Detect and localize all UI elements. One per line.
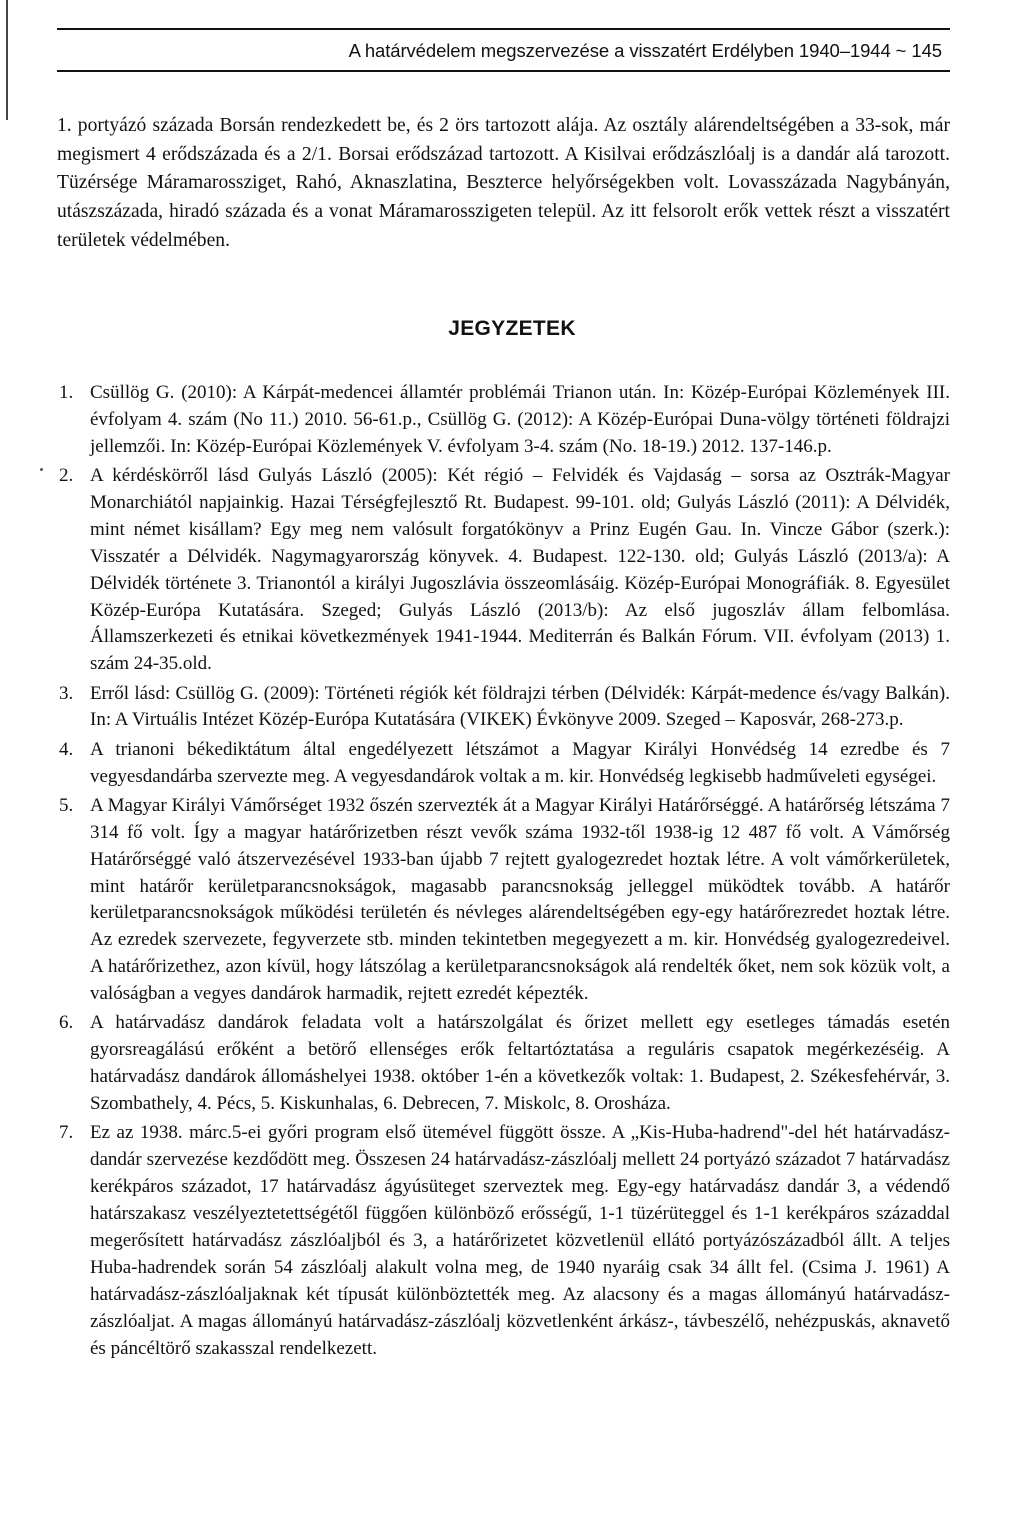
note-text: Erről lásd: Csüllög G. (2009): Történeti régiók két földrajzi térben (Délvidék: Kárpát-medence és/vagy Balkán). In: A Virtuális Intézet Közép-Európa Kutatására (VIKEK) Évkönyve 2009. Szeged – Kaposvár, 268-273.p. — [90, 682, 950, 731]
running-header — [57, 28, 950, 72]
note-text: A Magyar Királyi Vámőrséget 1932 őszén szervezték át a Magyar Királyi Határőrséggé. A határőrség létszáma 7 314 fő volt. Így a magyar határőrizetben részt vevők száma 1932-től 1938-ig 12 487 fő volt. A Vámőrség Határőrséggé való átszervezésével 1933-ban újabb 7 rejtett gyalogezredet hoztak létre. A volt vámőrkerületek, mint határőr kerületparancsnokságok, magasabb parancsnokság jelleggel müködtek tovább. A határőr kerületparancsnokságok működési területén és névleges alárendeltségében egy-egy határőrezredet hoztak létre. Az ezredek szervezete, fegyverzete stb. minden tekintetben megegyezett a m. kir. Honvédség gyalogezredeivel. A határőrizethez, azon kívül, hogy látszólag a kerületparancsnokságok alá rendelték őket, nem sok közük volt, a valóságban a vegyes dandárok harmadik, rejtett ezredét képezték. — [90, 794, 950, 1005]
note-number: 4. — [59, 738, 74, 760]
note-number: 2. — [59, 465, 74, 487]
notes-list — [57, 380, 950, 1365]
note-text: A trianoni békediktátum által engedélyezett létszámot a Magyar Királyi Honvédség 14 ezredbe és 7 vegyesdandárba szervezte meg. A vegyesdandárok voltak a m. kir. Honvédség legkisebb hadműveleti egységei. — [90, 738, 950, 787]
notes-heading: JEGYZETEK — [448, 317, 576, 340]
note-item — [57, 1010, 950, 1118]
note-number: 6. — [59, 1012, 74, 1034]
body-paragraph: 1. portyázó százada Borsán rendezkedett be, és 2 örs tartozott alája. Az osztály alárendeltségében a 33-sok, már megismert 4 erődszázada és a 2/1. Borsai erődszázad tartozott. A Kisilvai erődzászlóalj is a dandár alá tarozott. Tüzérsége Máramarossziget, Rahó, Aknaszlatina, Beszterce helyőrségekben volt. Lovasszázada Nagybányán, utászszázada, hiradó százada és a vonat Máramarosszigeten települ. Az itt felsorolt erők vettek részt a visszatért területek védelmében. — [57, 115, 950, 251]
note-number: 3. — [59, 682, 74, 704]
note-number: 1. — [59, 382, 74, 403]
note-item — [57, 793, 950, 1008]
note-item — [57, 380, 950, 461]
note-text: A kérdéskörről lásd Gulyás László (2005): Két régió – Felvidék és Vajdaság – sorsa az Osztrák-Magyar Monarchiától napjainkig. Hazai Térségfejlesztő Rt. Budapest. 99-101. old; Gulyás László (2011): A Délvidék, mint német kisállam? Egy meg nem valósult forgatókönyv a Prinz Eugén Gau. In. Vincze Gábor (szerk.): Visszatér a Délvidék. Nagymagyarország könyvek. 4. Budapest. 122-130. old; Gulyás László (2013/a): A Délvidék története 3. Trianontól a királyi Jugoszlávia összeomlásáig. Közép-Európai Monográfiák. 8. Egyesület Közép-Európa Kutatására. Szeged; Gulyás László (2013/b): Az első jugoszláv állam felbomlása. Államszerkezeti és etnikai következmények 1941-1944. Mediterrán és Balkán Fórum. VII. évfolyam (2013) 1. szám 24-35.old. — [90, 465, 950, 675]
note-item — [57, 1120, 950, 1362]
note-text: Ez az 1938. márc.5-ei győri program első ütemével függött össze. A „Kis-Huba-hadrend"-del hét határvadász-dandár szervezése kezdődött meg. Összesen 24 határvadász-zászlóalj mellett 24 portyázó századot 7 határvadász kerékpáros századot, 17 határvadász ágyúsüteget szerveztek meg. Egy-egy határvadász dandár 3, a védendő határszakasz veszélyeztetettségétől függően különböző erősségű, 1-1 tüzérüteggel és 1-1 kerékpáros századdal megerősített határvadász zászlóaljból és 3, a határőrizetet közvetlenül ellátó portyázószázadból állt. A teljes Huba-hadrendek során 54 zászlóalj alakult volna meg, de 1940 nyaráig csak 34 állt fel. (Csima J. 1961) A határvadász-zászlóaljaknak két típusát különböztették meg. Az alacsony és a magas állományú határvadász-zászlóaljat. A magas állományú határvadász-zászlóalj közvetlenként árkász-, távbeszélő, nehézpuskás, aknavető és páncéltörő szakasszal rendelkezett. — [90, 1122, 950, 1359]
note-item — [57, 681, 950, 735]
note-item — [57, 463, 950, 678]
stray-dot-mark — [40, 468, 43, 471]
note-text: Csüllög G. (2010): A Kárpát-medencei államtér problémái Trianon után. In: Közép-Európai Közlemények III. évfolyam 4. szám (No 11.) 2010. 56-61.p., Csüllög G. (2012): A Közép-Európai Duna-völgy történeti földrajzi jellemzői. In: Közép-Európai Közlemények V. évfolyam 3-4. szám (No. 18-19.) 2012. 137-146.p. — [90, 382, 950, 457]
note-text: A határvadász dandárok feladata volt a határszolgálat és őrizet mellett egy esetleges támadás esetén gyorsreagálású erőként a betörő ellenséges erők feltartóztatása a reguláris csapatok megérkezéséig. A határvadász dandárok állomáshelyei 1938. október 1-én a következők voltak: 1. Budapest, 2. Székesfehérvár, 3. Szombathely, 4. Pécs, 5. Kiskunhalas, 6. Debrecen, 7. Miskolc, 8. Orosháza. — [90, 1012, 950, 1115]
note-number: 7. — [59, 1122, 74, 1144]
running-header-title: A határvédelem megszervezése a visszatért Erdélyben 1940–1944 ~ 145 — [348, 40, 942, 61]
note-number: 5. — [59, 794, 74, 816]
page-edge-line — [6, 0, 8, 120]
note-item — [57, 737, 950, 791]
